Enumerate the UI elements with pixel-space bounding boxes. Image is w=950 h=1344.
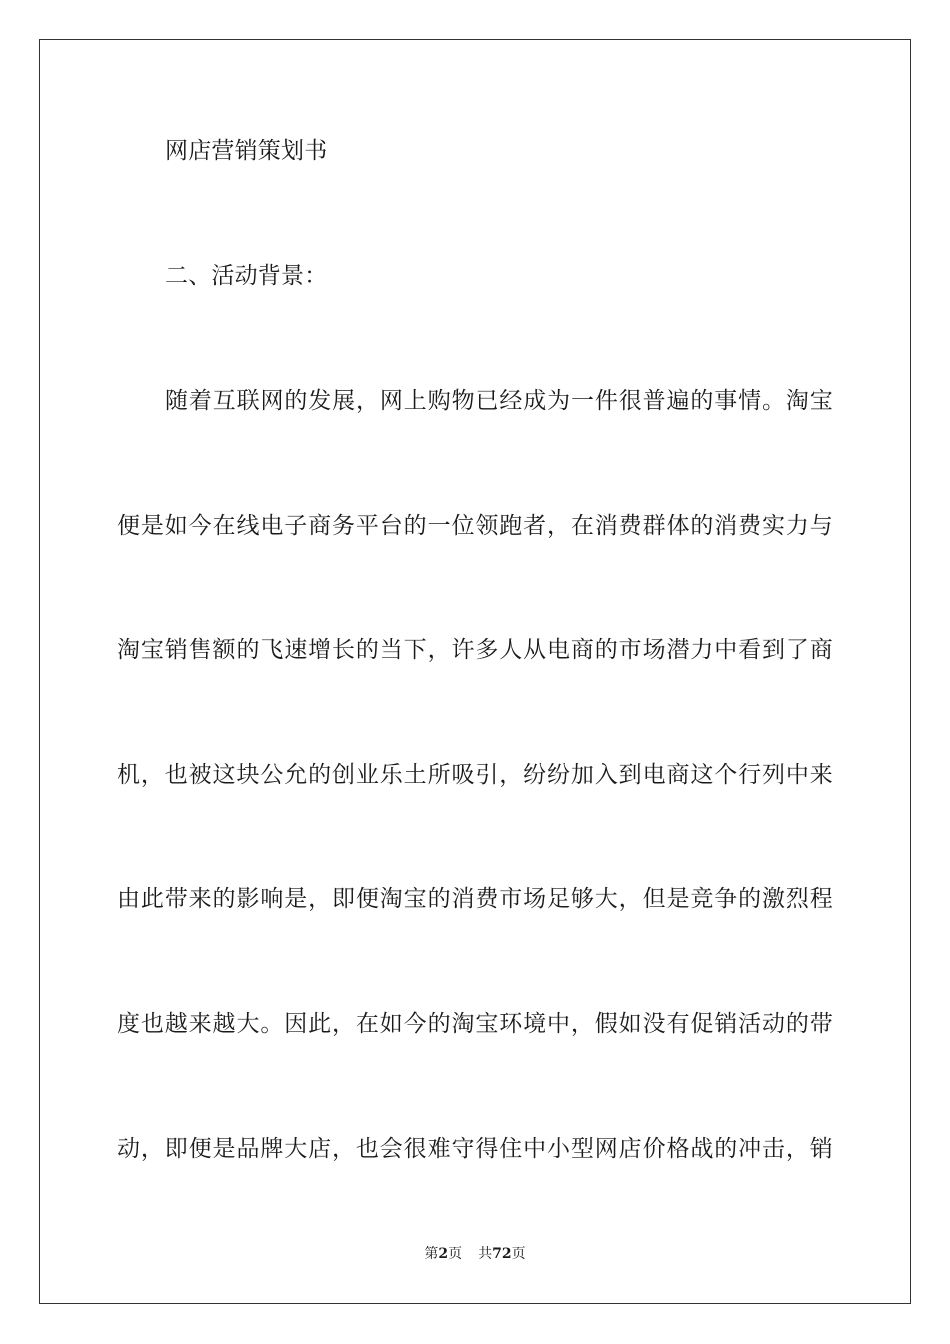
paragraph-line: 动，即便是品牌大店，也会很难守得住中小型网店价格战的冲击，销 — [117, 1136, 833, 1162]
total-prefix: 共 — [478, 1246, 493, 1262]
paragraph-line: 便是如今在线电子商务平台的一位领跑者，在消费群体的消费实力与 — [117, 513, 833, 539]
document-title: 网店营销策划书 — [165, 138, 328, 164]
paragraph-line: 随着互联网的发展，网上购物已经成为一件很普遍的事情。淘宝 — [165, 388, 833, 414]
page-total: 72 — [492, 1246, 512, 1262]
page-number-footer — [0, 1244, 950, 1264]
section-heading: 二、活动背景： — [165, 263, 328, 289]
total-suffix: 页 — [511, 1246, 526, 1262]
paragraph-line: 由此带来的影响是，即便淘宝的消费市场足够大，但是竞争的激烈程 — [117, 886, 833, 912]
page-current: 2 — [438, 1246, 449, 1262]
paragraph-line: 机，也被这块公允的创业乐土所吸引，纷纷加入到电商这个行列中来 — [117, 762, 833, 788]
paragraph-line: 淘宝销售额的飞速增长的当下，许多人从电商的市场潜力中看到了商 — [117, 637, 833, 663]
paragraph-line: 度也越来越大。因此，在如今的淘宝环境中，假如没有促销活动的带 — [117, 1011, 833, 1037]
page-suffix: 页 — [448, 1246, 463, 1262]
page-prefix: 第 — [424, 1246, 439, 1262]
page-frame — [39, 39, 911, 1304]
